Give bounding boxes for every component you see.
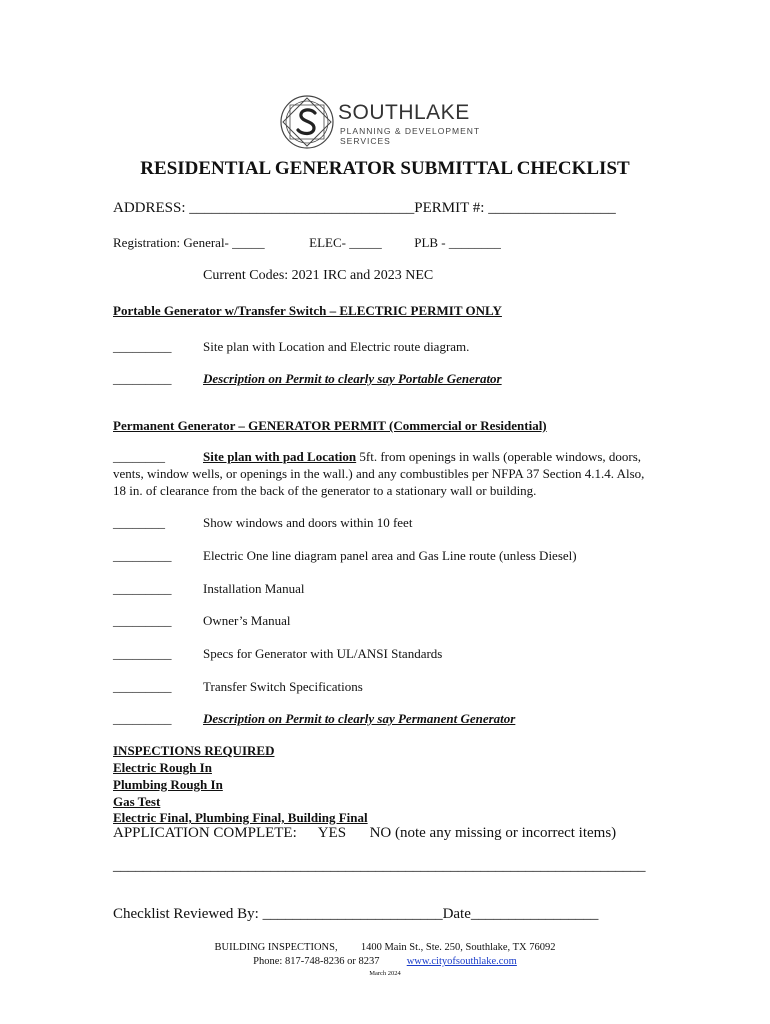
page-title: RESIDENTIAL GENERATOR SUBMITTAL CHECKLIST [140, 158, 630, 179]
southlake-logo [278, 93, 498, 149]
inspection-item: Plumbing Rough In [113, 777, 223, 792]
permit-label: PERMIT #: [414, 200, 485, 216]
footer-website-link[interactable]: www.cityofsouthlake.com [406, 956, 517, 967]
application-label: APPLICATION COMPLETE: [113, 825, 297, 841]
address-line [113, 200, 616, 217]
logo-sub-line1: PLANNING & DEVELOPMENT [340, 126, 481, 136]
registration-elec[interactable]: ELEC- _____ [309, 235, 382, 250]
site-plan-label: Site plan with pad Location [203, 449, 357, 464]
permanent-item-1-text: Show windows and doors within 10 feet [203, 515, 413, 530]
application-complete-line [113, 825, 616, 842]
footer-contact-line [0, 956, 770, 967]
logo-brand: SOUTHLAKE [338, 101, 470, 124]
registration-plb[interactable]: PLB - ________ [414, 235, 501, 250]
registration-general[interactable]: General- _____ [183, 235, 265, 250]
registration-label: Registration: [113, 235, 181, 250]
portable-item-1-text: Site plan with Location and Electric route diagram. [203, 339, 470, 354]
inspections-heading: INSPECTIONS REQUIRED [113, 743, 275, 758]
permanent-item-5-text: Specs for Generator with UL/ANSI Standards [203, 646, 443, 661]
application-yes[interactable]: YES [317, 825, 347, 841]
portable-item-1-blank[interactable]: _________ [113, 339, 172, 354]
inspection-item: Electric Rough In [113, 760, 212, 775]
date-blank[interactable]: _________________ [470, 906, 599, 922]
portable-item-2-blank[interactable]: _________ [113, 371, 172, 386]
permanent-item-3-blank[interactable]: _________ [113, 581, 172, 596]
registration-line [113, 235, 501, 251]
reviewer-blank[interactable]: ________________________ [262, 906, 443, 922]
portable-heading: Portable Generator w/Transfer Switch – ELECTRIC PERMIT ONLY [113, 303, 502, 318]
date-label: Date [442, 906, 471, 922]
address-label: ADDRESS: [113, 200, 186, 216]
permanent-item-6-text: Transfer Switch Specifications [203, 679, 363, 694]
review-label: Checklist Reviewed By: [113, 906, 259, 922]
notes-line[interactable]: _______________________________________________________________________ [113, 858, 646, 874]
site-plan-blank[interactable]: ________ [113, 449, 165, 464]
permanent-item-3-text: Installation Manual [203, 581, 305, 596]
permanent-item-4-blank[interactable]: _________ [113, 613, 172, 628]
footer-date: March 2024 [369, 970, 401, 977]
address-blank[interactable]: ______________________________ [189, 200, 415, 216]
permit-blank[interactable]: _________________ [488, 200, 616, 216]
footer-address-line [0, 942, 770, 953]
permanent-item-4-text: Owner’s Manual [203, 613, 291, 628]
permanent-item-2-text: Electric One line diagram panel area and Gas Line route (unless Diesel) [203, 548, 577, 563]
southlake-seal-icon [278, 93, 336, 151]
permanent-item-7-text: Description on Permit to clearly say Permanent Generator [203, 711, 516, 726]
permanent-item-5-blank[interactable]: _________ [113, 646, 172, 661]
logo-subtitle [340, 126, 500, 146]
portable-item-2-text: Description on Permit to clearly say Portable Generator [203, 371, 502, 386]
permanent-item-6-blank[interactable]: _________ [113, 679, 172, 694]
inspection-item: Electric Final, Plumbing Final, Building Final [113, 810, 368, 825]
permanent-item-7-blank[interactable]: _________ [113, 711, 172, 726]
footer-dept: BUILDING INSPECTIONS, [214, 942, 338, 953]
site-plan-text: 5ft. from openings in walls (operable windows, doors, vents, window wells, or openings in the wall.) and any combustibles per NFPA 37 Section 4.1.4. Also, 18 in. of clearance from the back of the generator to a stationary wall or building. [113, 449, 645, 498]
permanent-item-2-blank[interactable]: _________ [113, 548, 172, 563]
review-line [113, 906, 598, 923]
footer-phone: Phone: 817-748-8236 or 8237 [253, 956, 380, 967]
logo-sub-line2: SERVICES [340, 136, 391, 146]
site-plan-paragraph [113, 448, 658, 499]
footer-address: 1400 Main St., Ste. 250, Southlake, TX 76092 [360, 942, 556, 953]
application-no[interactable]: NO (note any missing or incorrect items) [369, 825, 617, 841]
inspection-item: Gas Test [113, 794, 161, 809]
current-codes: Current Codes: 2021 IRC and 2023 NEC [203, 268, 434, 283]
permanent-item-1-blank[interactable]: ________ [113, 515, 165, 530]
permanent-heading: Permanent Generator – GENERATOR PERMIT (Commercial or Residential) [113, 418, 547, 433]
